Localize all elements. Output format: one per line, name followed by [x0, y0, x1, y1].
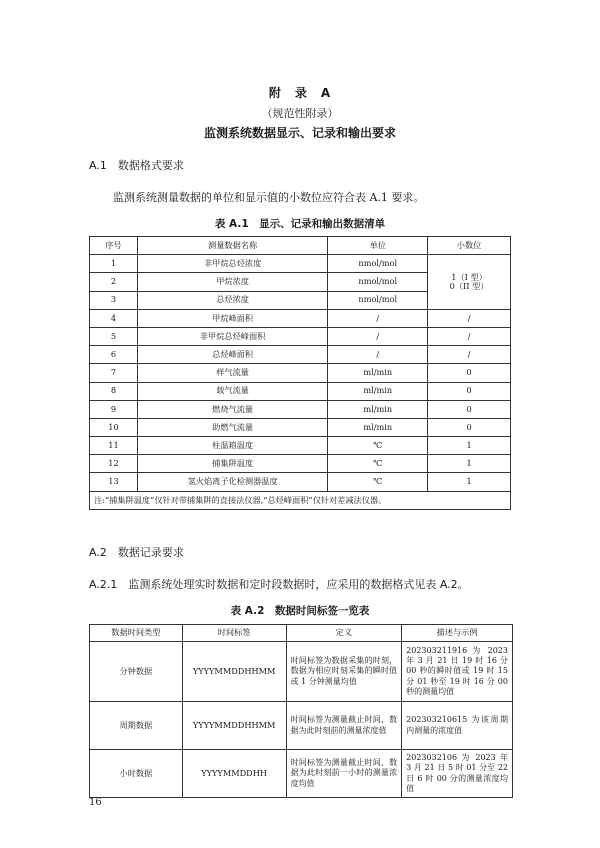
- table-note: 注:“捕集阱温度”仅针对带捕集阱的直接法仪器,“总烃峰面积”仅针对差减法仪器。: [90, 491, 511, 509]
- cell-example: 2023032106 为 2023 年 3 月 21 日 5 时 01 分至 22 日 6 时 00 分的测量浓度均值: [402, 750, 513, 798]
- cell-decimal: 1: [428, 455, 511, 473]
- cell-no: 10: [90, 418, 138, 436]
- cell-name: 燃烧气流量: [137, 400, 327, 418]
- table-header-row: [90, 625, 513, 642]
- col-header-definition: 定义: [286, 625, 402, 642]
- table-row: [90, 346, 511, 364]
- cell-decimal: 0: [428, 382, 511, 400]
- cell-unit: /: [328, 309, 428, 327]
- cell-no: 8: [90, 382, 138, 400]
- cell-no: 2: [90, 273, 138, 291]
- cell-name: 氢火焰离子化检测器温度: [137, 473, 327, 491]
- table-row: [90, 364, 511, 382]
- cell-name: 甲烷峰面积: [137, 309, 327, 327]
- cell-decimal: /: [428, 327, 511, 345]
- cell-decimal: /: [428, 346, 511, 364]
- cell-type: 分钟数据: [90, 642, 183, 702]
- cell-name: 捕集阱温度: [137, 455, 327, 473]
- col-header-tag: 时间标签: [182, 625, 286, 642]
- decimal-type-i: 1（I 型）: [451, 271, 487, 282]
- cell-name: 样气流量: [137, 364, 327, 382]
- table-row: [90, 309, 511, 327]
- table-row: [90, 455, 511, 473]
- section-a1-paragraph: 监测系统测量数据的单位和显示值的小数位应符合表 A.1 要求。: [113, 191, 425, 204]
- cell-name: 非甲烷总烃浓度: [137, 255, 327, 273]
- col-header-decimal: 小数位: [428, 237, 511, 255]
- col-header-no: 序号: [90, 237, 138, 255]
- section-a2-clause: A.2.1 监测系统处理实时数据和定时段数据时，应采用的数据格式见表 A.2。: [89, 578, 469, 591]
- cell-unit: ℃: [328, 437, 428, 455]
- section-a1-heading: A.1 数据格式要求: [89, 159, 184, 172]
- cell-no: 4: [90, 309, 138, 327]
- appendix-title: 监测系统数据显示、记录和输出要求: [203, 126, 396, 140]
- appendix-nature: （规范性附录）: [261, 107, 339, 120]
- cell-name: 载气流量: [137, 382, 327, 400]
- table-row: [90, 437, 511, 455]
- cell-unit: ℃: [328, 455, 428, 473]
- cell-decimal-merged: [428, 255, 511, 310]
- cell-decimal: 0: [428, 400, 511, 418]
- cell-tag: YYYYMMDDHH: [182, 750, 286, 798]
- cell-tag: YYYYMMDDHHMM: [182, 702, 286, 750]
- cell-definition: 时间标签为测量截止时间，数据为此时刻前的测量浓度值: [286, 702, 402, 750]
- table-a1-caption: 表 A.1 显示、记录和输出数据清单: [214, 218, 386, 230]
- col-header-unit: 单位: [328, 237, 428, 255]
- section-a2-heading: A.2 数据记录要求: [89, 546, 184, 559]
- cell-no: 6: [90, 346, 138, 364]
- cell-name: 柱温箱温度: [137, 437, 327, 455]
- appendix-label: 附 录 A: [268, 86, 332, 100]
- decimal-type-ii: 0（II 型）: [449, 280, 489, 291]
- cell-example: 202303211916 为 2023 年 3 月 21 日 19 时 16 分 00 秒的瞬时值或 19 时 15 分 01 秒至 19 时 16 分 00 秒的测量均值: [402, 642, 513, 702]
- cell-type: 小时数据: [90, 750, 183, 798]
- cell-name: 总烃峰面积: [137, 346, 327, 364]
- cell-decimal: 1: [428, 473, 511, 491]
- cell-tag: YYYYMMDDHHMM: [182, 642, 286, 702]
- cell-no: 3: [90, 291, 138, 309]
- table-note-row: [90, 491, 511, 509]
- cell-no: 9: [90, 400, 138, 418]
- cell-decimal: /: [428, 309, 511, 327]
- cell-unit: ml/min: [328, 418, 428, 436]
- cell-no: 11: [90, 437, 138, 455]
- cell-decimal: 0: [428, 418, 511, 436]
- table-row: [90, 255, 511, 273]
- table-row: [90, 327, 511, 345]
- cell-unit: /: [328, 327, 428, 345]
- cell-unit: ml/min: [328, 382, 428, 400]
- cell-definition: 时间标签为测量截止时间，数据为此时刻前一小时的测量浓度均值: [286, 750, 402, 798]
- table-row: [90, 642, 513, 702]
- cell-example: 202303210615 为该周期内测量的浓度值: [402, 702, 513, 750]
- table-header-row: [90, 237, 511, 255]
- cell-unit: nmol/mol: [328, 273, 428, 291]
- col-header-type: 数据时间类型: [90, 625, 183, 642]
- table-row: [90, 400, 511, 418]
- table-row: [90, 473, 511, 491]
- cell-unit: /: [328, 346, 428, 364]
- cell-decimal: 1: [428, 437, 511, 455]
- table-a2: [89, 624, 513, 798]
- cell-unit: nmol/mol: [328, 255, 428, 273]
- cell-name: 甲烷浓度: [137, 273, 327, 291]
- cell-no: 12: [90, 455, 138, 473]
- cell-unit: ℃: [328, 473, 428, 491]
- page-number: 16: [89, 797, 102, 808]
- cell-type: 周期数据: [90, 702, 183, 750]
- cell-no: 13: [90, 473, 138, 491]
- cell-no: 5: [90, 327, 138, 345]
- table-row: [90, 702, 513, 750]
- cell-no: 1: [90, 255, 138, 273]
- table-a2-caption: 表 A.2 数据时间标签一览表: [230, 605, 370, 617]
- cell-name: 非甲烷总烃峰面积: [137, 327, 327, 345]
- cell-decimal: 0: [428, 364, 511, 382]
- table-a1: [89, 236, 511, 510]
- table-row: [90, 750, 513, 798]
- col-header-example: 描述与示例: [402, 625, 513, 642]
- cell-name: 总烃浓度: [137, 291, 327, 309]
- cell-unit: ml/min: [328, 400, 428, 418]
- cell-unit: nmol/mol: [328, 291, 428, 309]
- cell-name: 助燃气流量: [137, 418, 327, 436]
- cell-no: 7: [90, 364, 138, 382]
- col-header-name: 测量数据名称: [137, 237, 327, 255]
- cell-definition: 时间标签为数据采集的时刻，数据为相应时刻采集的瞬时值或 1 分钟测量均值: [286, 642, 402, 702]
- cell-unit: ml/min: [328, 364, 428, 382]
- table-row: [90, 382, 511, 400]
- table-row: [90, 418, 511, 436]
